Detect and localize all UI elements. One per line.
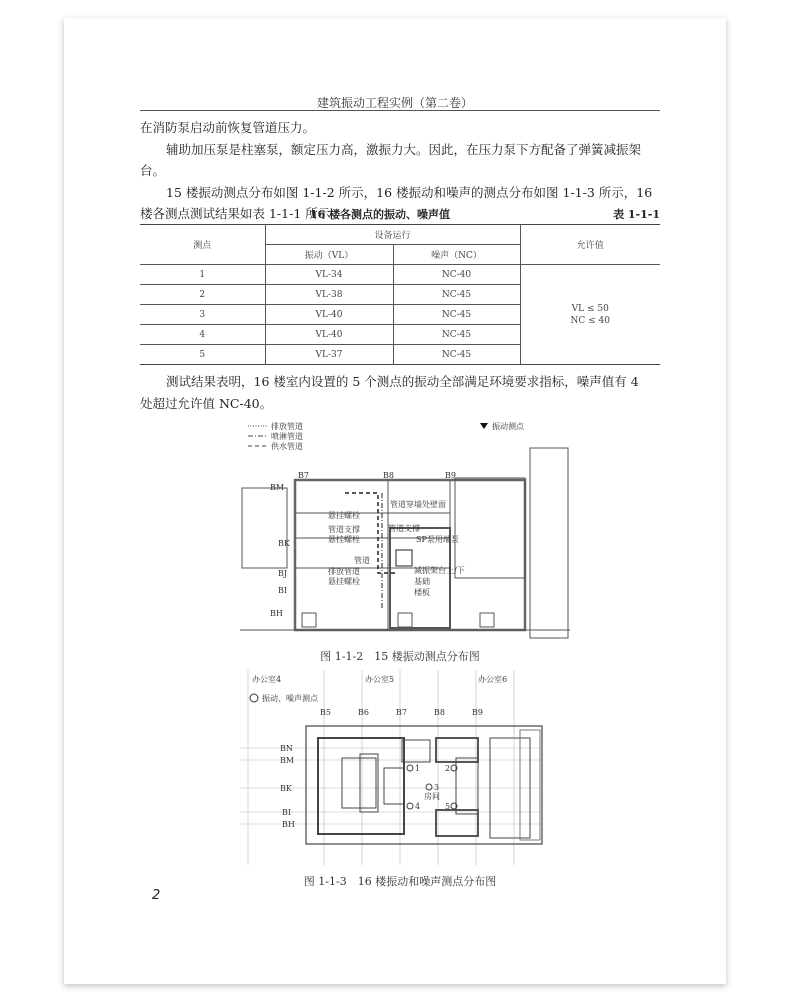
header-allowed: 允许值: [520, 225, 660, 265]
legend-supply-pipe: 供水管道: [271, 442, 303, 451]
legend-sprinkler-pipe: 喷淋管道: [271, 432, 303, 441]
axis-b9: B9: [472, 708, 483, 717]
legend-marker: 振动、噪声测点: [262, 694, 318, 703]
floor-plan-15f: [240, 418, 570, 643]
axis-bm: BM: [280, 756, 295, 765]
cell-vl: VL-40: [265, 305, 393, 325]
allowed-vl: VL ≤ 50: [571, 303, 609, 314]
table-title: 16 楼各测点的振动、噪声值: [309, 208, 451, 221]
cell-point: 3: [140, 305, 265, 325]
legend-drain-pipe: 排放管道: [271, 422, 303, 431]
axis-bj: BJ: [278, 569, 288, 578]
axis-b7: B7: [298, 471, 309, 480]
label-wall-surface: 管道穿墙处壁面: [390, 500, 446, 509]
label-pipe: 管道: [354, 556, 370, 565]
measure-point-icon: [250, 694, 258, 702]
running-header: 建筑振动工程实例（第二卷）: [316, 96, 473, 110]
label-drain-pipe: 排放管道: [328, 567, 360, 576]
figure-caption-2: 图 1-1-3 16 楼振动和噪声测点分布图: [303, 875, 497, 888]
cell-point: 5: [140, 345, 265, 365]
axis-bh: BH: [270, 609, 283, 618]
point-2: 2: [445, 764, 451, 773]
cell-point: 4: [140, 325, 265, 345]
axis-b5: B5: [320, 708, 331, 717]
axis-bi: BI: [278, 586, 288, 595]
label-hanger-bolt: 悬挂螺栓: [328, 577, 360, 586]
header-noise: 噪声（NC）: [393, 245, 520, 265]
label-floor-slab: 楼板: [414, 588, 430, 597]
label-hanger-bolt: 悬挂螺栓: [328, 535, 360, 544]
header-point: 测点: [140, 225, 265, 265]
header-vibration: 振动（VL）: [265, 245, 393, 265]
paragraph-continued: 楼各测点测试结果如表 1-1-1 所示。: [140, 206, 343, 221]
cell-vl: VL-38: [265, 285, 393, 305]
figure-caption-1: 图 1-1-2 15 楼振动测点分布图: [320, 650, 480, 663]
body-text-bottom: [140, 371, 660, 414]
floor-plan-16f: [240, 670, 550, 870]
cell-nc: NC-45: [393, 305, 520, 325]
point-1: 1: [415, 764, 421, 773]
paragraph-continued: 处超过允许值 NC-40。: [140, 395, 273, 411]
cell-nc: NC-45: [393, 285, 520, 305]
paragraph: 在消防泵启动前恢复管道压力。: [140, 120, 316, 135]
legend-marker: 振动测点: [492, 422, 524, 431]
label-foundation: 基础: [414, 577, 430, 586]
allowed-nc: NC ≤ 40: [570, 315, 610, 326]
axis-b8: B8: [434, 708, 445, 717]
cell-vl: VL-34: [265, 265, 393, 285]
cell-nc: NC-45: [393, 325, 520, 345]
room-office-6: 办公室6: [478, 675, 508, 684]
room-office-5: 办公室5: [365, 675, 395, 684]
axis-b7: B7: [396, 708, 407, 717]
room-label: 房间: [424, 792, 440, 801]
axis-bk: BK: [280, 784, 292, 793]
cell-allowed: [520, 265, 660, 365]
point-4: 4: [415, 802, 421, 811]
label-sp-pump: SP泵用端泵: [416, 535, 459, 544]
paragraph: [140, 182, 660, 204]
cell-nc: NC-45: [393, 345, 520, 365]
label-isolation-base: 减振架台上/下: [414, 566, 465, 575]
cell-point: 2: [140, 285, 265, 305]
label-pipe-support: 管道支撑: [328, 525, 360, 534]
label-hanger-bolt: 悬挂螺栓: [328, 511, 360, 520]
axis-b6: B6: [358, 708, 369, 717]
table-row: [140, 265, 660, 285]
label-pipe-support: 管道支撑: [388, 524, 420, 533]
axis-bk: BK: [278, 539, 290, 548]
cell-vl: VL-37: [265, 345, 393, 365]
cell-vl: VL-40: [265, 325, 393, 345]
header-group: 设备运行: [265, 225, 520, 245]
paragraph: [140, 139, 660, 182]
axis-bh: BH: [282, 820, 295, 829]
room-office-4: 办公室4: [252, 675, 282, 684]
paragraph: [140, 371, 660, 393]
page-number: 2: [152, 888, 161, 903]
paragraph-text: 辅助加压泵是柱塞泵，额定压力高，激振力大。因此，在压力泵下方配备了弹簧减振架台。: [140, 141, 642, 178]
axis-b8: B8: [383, 471, 394, 480]
point-3: 3: [434, 783, 440, 792]
cell-point: 1: [140, 265, 265, 285]
axis-bn: BN: [280, 744, 293, 753]
results-table: [140, 224, 660, 365]
vibration-marker-icon: [480, 423, 488, 429]
axis-bi: BI: [282, 808, 292, 817]
document-page: [64, 18, 726, 984]
point-5: 5: [445, 802, 451, 811]
header-rule: [140, 110, 660, 111]
table-number: 表 1-1-1: [613, 208, 660, 221]
paragraph-text: 测试结果表明，16 楼室内设置的 5 个测点的振动全部满足环境要求指标，噪声值有 4: [166, 374, 639, 389]
axis-bm: BM: [270, 483, 285, 492]
cell-nc: NC-40: [393, 265, 520, 285]
paragraph-text: 15 楼振动测点分布如图 1-1-2 所示，16 楼振动和噪声的测点分布如图 1-1-3 所示，16: [166, 184, 653, 200]
axis-b9: B9: [445, 471, 456, 480]
